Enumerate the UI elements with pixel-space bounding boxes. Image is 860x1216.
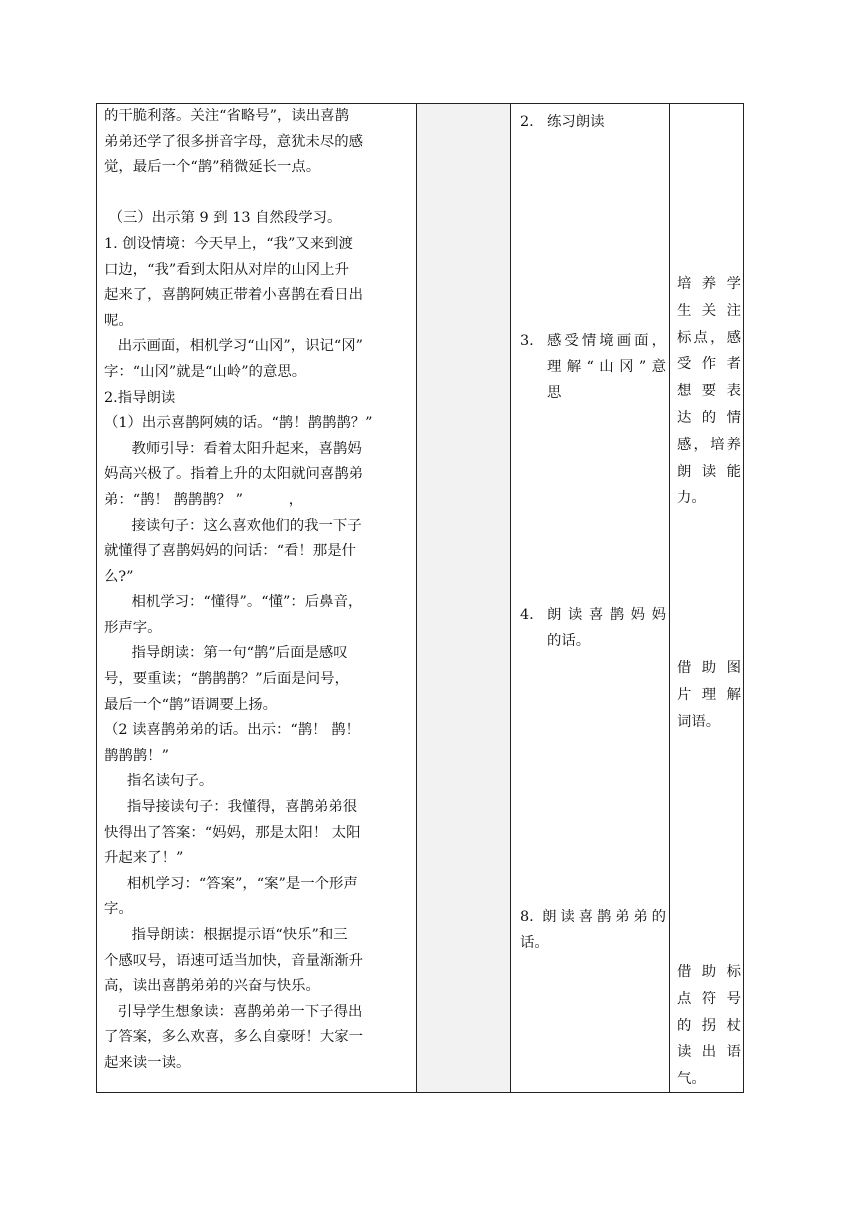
process-line: 最后一个“鹊”语调要上扬。 bbox=[104, 696, 278, 713]
activity-line: 朗读喜鹊妈妈 bbox=[547, 607, 666, 623]
process-line: （2 读喜鹊弟弟的话。出示：“鹊！ 鹊！ bbox=[104, 722, 360, 739]
process-line: 字：“山冈”就是“山岭”的意思。 bbox=[104, 363, 307, 380]
process-line: 指导朗读：第一句“鹊”后面是感叹 bbox=[104, 645, 348, 662]
activity-line: 感受情境画面， bbox=[547, 333, 666, 349]
process-line: 1. 创设情境：今天早上，“我”又来到渡 bbox=[104, 235, 353, 252]
process-line: 相机学习：“懂得”。“懂”：后鼻音， bbox=[104, 594, 363, 611]
student-activity-item: 4. 朗读喜鹊妈妈 的话。 bbox=[520, 602, 666, 654]
process-line: 指导朗读：根据提示语“快乐”和三 bbox=[104, 927, 348, 943]
design-intent-item: 借助标 点符号 的拐杖 读出语 气。 bbox=[677, 964, 741, 1088]
process-line: 号，要重读；“鹊鹊鹊？”后面是问号， bbox=[104, 671, 349, 688]
student-activity-item: 3. 感受情境画面， 理解“山冈”意 思 bbox=[520, 328, 666, 406]
process-line: 口边，“我”看到太阳从对岸的山冈上升 bbox=[104, 261, 349, 278]
process-line: 相机学习：“答案”，“案”是一个形声 bbox=[104, 875, 358, 892]
process-line: 指名读句子。 bbox=[104, 773, 214, 790]
process-line: 觉，最后一个“鹊”稍微延长一点。 bbox=[104, 159, 321, 176]
process-line: （三）出示第 9 到 13 自然段学习。 bbox=[104, 210, 342, 227]
process-line: 起来读一读。 bbox=[104, 1054, 191, 1071]
process-line: 高，读出喜鹊弟弟的兴奋与快乐。 bbox=[104, 978, 320, 995]
column-divider bbox=[669, 104, 670, 1092]
process-line bbox=[104, 181, 409, 207]
activity-line: 8. 朗读喜鹊弟弟的 bbox=[520, 909, 666, 925]
teaching-process-column bbox=[104, 104, 409, 1077]
lesson-table bbox=[96, 103, 744, 1093]
activity-line: 思 bbox=[547, 385, 562, 401]
process-line: 就懂得了喜鹊妈妈的问话：“看！那是什 bbox=[104, 543, 356, 560]
process-line: 的干脆利落。关注“省略号”，读出喜鹊 bbox=[104, 108, 349, 124]
column-divider bbox=[416, 104, 417, 1092]
process-line: 么?” bbox=[104, 568, 134, 585]
column-divider bbox=[510, 104, 511, 1092]
process-line: 个感叹号，语速可适当加快，音量渐渐升 bbox=[104, 952, 364, 969]
activity-line: 理解“山冈”意 bbox=[547, 359, 666, 375]
process-line: 呢。 bbox=[104, 312, 133, 329]
process-line: 了答案，多么欢喜，多么自豪呀！大家一 bbox=[104, 1029, 364, 1046]
process-line: （1）出示喜鹊阿姨的话。“鹊！鹊鹊鹊？” bbox=[104, 415, 373, 432]
process-line: 快得出了答案：“妈妈，那是太阳！ 太阳 bbox=[104, 824, 361, 841]
process-line: 2.指导朗读 bbox=[104, 389, 176, 406]
activity-line: 话。 bbox=[520, 935, 549, 951]
process-line: 字。 bbox=[104, 901, 133, 918]
process-line: 弟：“鹊！ 鹊鹊鹊？ ” ， bbox=[104, 491, 304, 508]
process-line: 出示画面，相机学习“山冈”，识记“冈” bbox=[104, 338, 364, 355]
student-activity-item: 2. 练习朗读 bbox=[520, 109, 666, 135]
activity-line: 练习朗读 bbox=[547, 114, 605, 130]
process-line: 弟弟还学了很多拼音字母，意犹未尽的感 bbox=[104, 133, 364, 150]
process-line: 鹊鹊鹊！” bbox=[104, 747, 169, 764]
process-line: 教师引导：看着太阳升起来，喜鹊妈 bbox=[104, 440, 362, 457]
design-intent-item: 借助图 片理解 词语。 bbox=[677, 660, 741, 730]
process-line: 形声字。 bbox=[104, 619, 162, 636]
design-intent-item: 培养学 生关注 标点，感 受作者 想要表 达的情 感，培养 朗读能 力。 bbox=[677, 276, 741, 507]
activity-line: 的话。 bbox=[547, 633, 591, 649]
process-line: 接读句子：这么喜欢他们的我一下子 bbox=[104, 517, 362, 534]
process-line: 妈高兴极了。指着上升的太阳就问喜鹊弟 bbox=[104, 466, 364, 483]
process-line: 指导接读句子：我懂得，喜鹊弟弟很 bbox=[104, 799, 358, 816]
process-line: 升起来了！” bbox=[104, 850, 184, 867]
process-line: 起来了，喜鹊阿姨正带着小喜鹊在看日出 bbox=[104, 287, 364, 304]
student-activity-item bbox=[520, 904, 666, 956]
process-line: 引导学生想象读：喜鹊弟弟一下子得出 bbox=[104, 1003, 363, 1020]
blank-column bbox=[416, 104, 510, 1092]
